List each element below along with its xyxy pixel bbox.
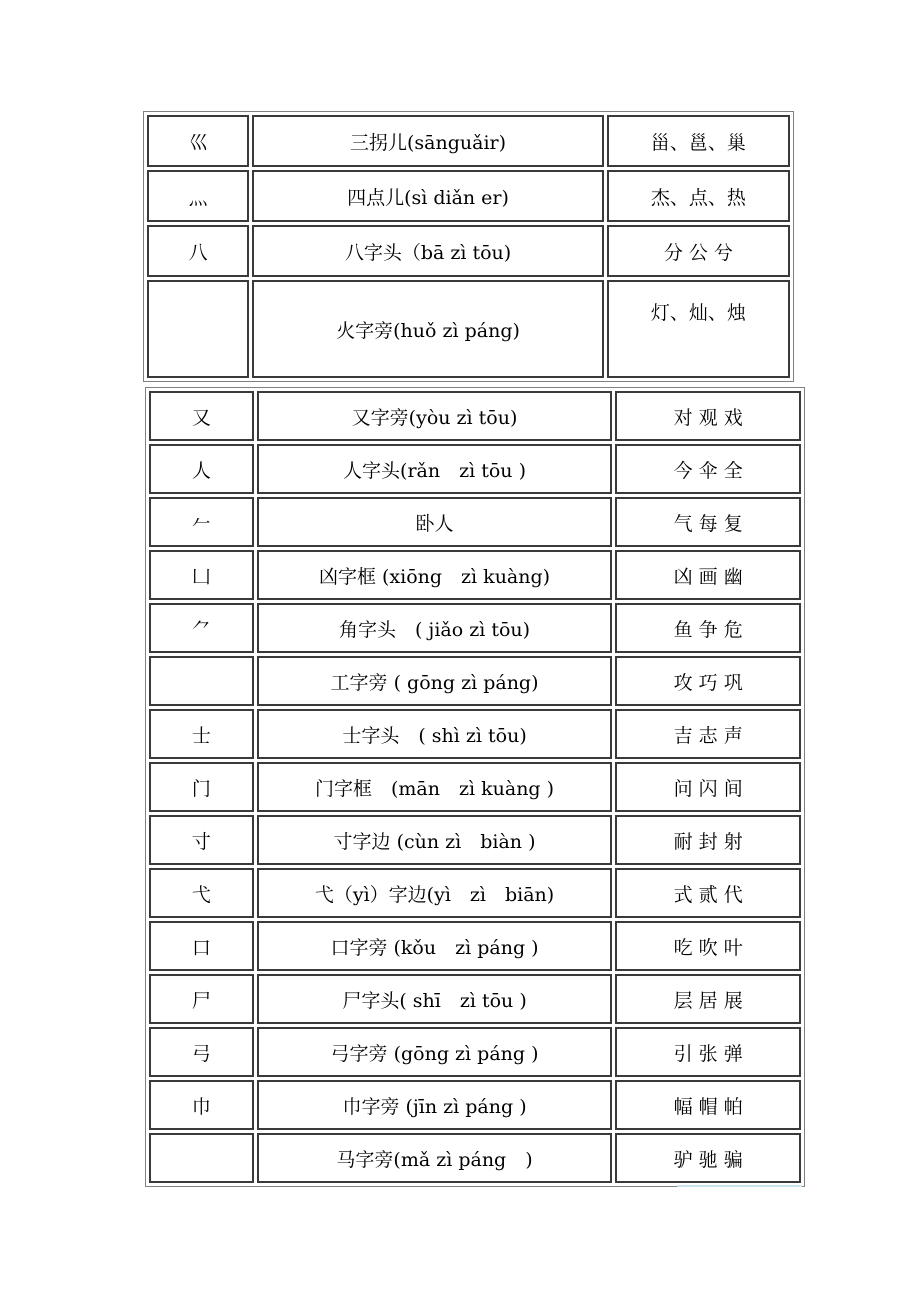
example-chars-cell: 分 公 兮 bbox=[607, 225, 790, 277]
radical-name-cell: 人字头(rǎn zì tōu ) bbox=[257, 444, 613, 494]
table-row bbox=[149, 762, 801, 812]
radical-name-cell: 士字头 ( shì zì tōu) bbox=[257, 709, 613, 759]
example-chars-cell: 今 伞 全 bbox=[615, 444, 801, 494]
radical-name-cell: 又字旁(yòu zì tōu) bbox=[257, 391, 613, 441]
divider-line bbox=[677, 1185, 802, 1187]
radical-cell: 士 bbox=[149, 709, 254, 759]
radical-name-cell: 弋（yì）字边(yì zì biān) bbox=[257, 868, 613, 918]
example-chars-cell: 甾、邕、巢 bbox=[607, 115, 790, 167]
radical-name-cell: 卧人 bbox=[257, 497, 613, 547]
example-chars-cell: 对 观 戏 bbox=[615, 391, 801, 441]
table-row bbox=[149, 709, 801, 759]
table-row bbox=[149, 656, 801, 706]
radical-cell bbox=[149, 656, 254, 706]
example-chars-cell: 鱼 争 危 bbox=[615, 603, 801, 653]
radical-cell: 弓 bbox=[149, 1027, 254, 1077]
radical-cell: 寸 bbox=[149, 815, 254, 865]
example-chars-cell: 耐 封 射 bbox=[615, 815, 801, 865]
radical-cell: 巛 bbox=[147, 115, 249, 167]
radical-name-cell: 工字旁 ( gōng zì páng) bbox=[257, 656, 613, 706]
example-chars-cell: 灯、灿、烛 bbox=[607, 280, 790, 378]
radical-name-cell: 八字头（bā zì tōu) bbox=[252, 225, 603, 277]
table-row bbox=[149, 868, 801, 918]
radical-cell: 八 bbox=[147, 225, 249, 277]
table-row bbox=[149, 1080, 801, 1130]
table-row bbox=[147, 225, 790, 277]
table-row bbox=[149, 815, 801, 865]
radical-cell bbox=[147, 280, 249, 378]
radical-cell bbox=[149, 1133, 254, 1183]
radical-cell: 𠂉 bbox=[149, 497, 254, 547]
radical-cell: 门 bbox=[149, 762, 254, 812]
example-chars-cell: 式 贰 代 bbox=[615, 868, 801, 918]
example-chars-cell: 问 闪 间 bbox=[615, 762, 801, 812]
example-chars-cell: 吉 志 声 bbox=[615, 709, 801, 759]
radical-cell: 又 bbox=[149, 391, 254, 441]
table-row bbox=[149, 444, 801, 494]
table-row bbox=[147, 170, 790, 222]
table-row bbox=[149, 497, 801, 547]
example-chars-cell: 层 居 展 bbox=[615, 974, 801, 1024]
radicals-table-2 bbox=[145, 387, 805, 1187]
radical-cell: 人 bbox=[149, 444, 254, 494]
radical-cell: 灬 bbox=[147, 170, 249, 222]
example-chars-cell: 杰、点、热 bbox=[607, 170, 790, 222]
radical-name-cell: 尸字头( shī zì tōu ) bbox=[257, 974, 613, 1024]
radical-name-cell: 弓字旁 (gōng zì páng ) bbox=[257, 1027, 613, 1077]
table-row bbox=[149, 1133, 801, 1183]
radical-cell: 巾 bbox=[149, 1080, 254, 1130]
radical-name-cell: 马字旁(mǎ zì páng ) bbox=[257, 1133, 613, 1183]
table-row bbox=[149, 1027, 801, 1077]
table-row bbox=[149, 391, 801, 441]
table-row bbox=[149, 550, 801, 600]
table-row bbox=[149, 974, 801, 1024]
example-chars-cell: 凶 画 幽 bbox=[615, 550, 801, 600]
radical-name-cell: 寸字边 (cùn zì biàn ) bbox=[257, 815, 613, 865]
example-chars-cell: 攻 巧 巩 bbox=[615, 656, 801, 706]
table-row bbox=[147, 280, 790, 378]
radicals-table-1 bbox=[143, 111, 794, 382]
radical-cell: 尸 bbox=[149, 974, 254, 1024]
example-chars-cell: 引 张 弹 bbox=[615, 1027, 801, 1077]
radical-cell: 凵 bbox=[149, 550, 254, 600]
table-row bbox=[147, 115, 790, 167]
radical-name-cell: 门字框 (mān zì kuàng ) bbox=[257, 762, 613, 812]
radical-cell: 弋 bbox=[149, 868, 254, 918]
example-chars-cell: 驴 驰 骗 bbox=[615, 1133, 801, 1183]
example-chars-cell: 气 每 复 bbox=[615, 497, 801, 547]
radical-name-cell: 三拐儿(sānguǎir) bbox=[252, 115, 603, 167]
radical-name-cell: 四点儿(sì diǎn er) bbox=[252, 170, 603, 222]
example-chars-cell: 吃 吹 叶 bbox=[615, 921, 801, 971]
radical-name-cell: 火字旁(huǒ zì páng) bbox=[252, 280, 603, 378]
table-row bbox=[149, 921, 801, 971]
radical-cell: 口 bbox=[149, 921, 254, 971]
radical-name-cell: 凶字框 (xiōng zì kuàng) bbox=[257, 550, 613, 600]
radical-cell: ⺈ bbox=[149, 603, 254, 653]
radical-name-cell: 巾字旁 (jīn zì páng ) bbox=[257, 1080, 613, 1130]
radical-name-cell: 口字旁 (kǒu zì páng ) bbox=[257, 921, 613, 971]
radical-name-cell: 角字头 ( jiǎo zì tōu) bbox=[257, 603, 613, 653]
table-row bbox=[149, 603, 801, 653]
example-chars-cell: 幅 帽 帕 bbox=[615, 1080, 801, 1130]
